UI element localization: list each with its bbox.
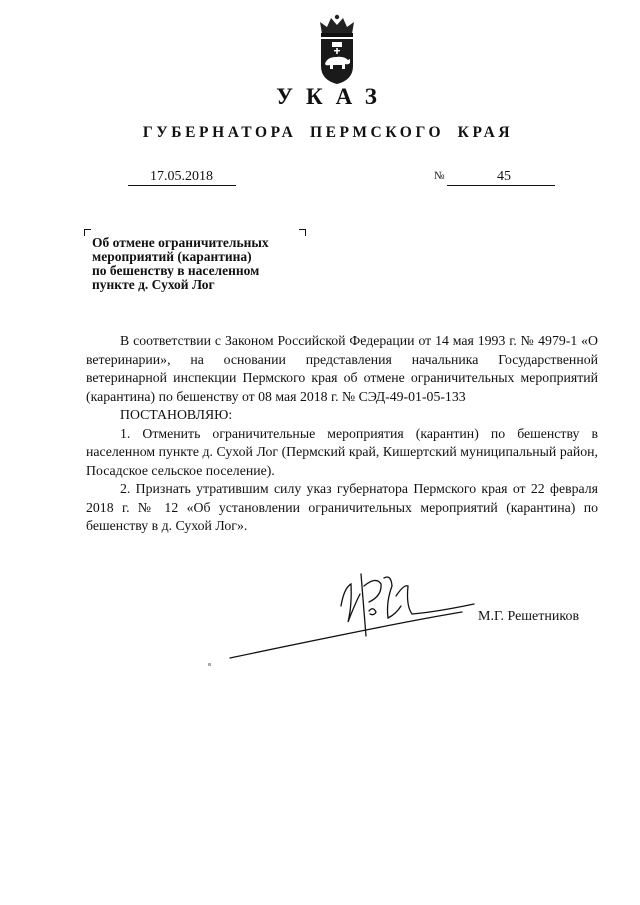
scan-mark	[208, 663, 211, 666]
document-type-title: УКАЗ	[276, 84, 390, 109]
subject-line: по бешенству в населенном	[92, 263, 260, 278]
number-prefix: №	[434, 170, 445, 182]
signer-name: М.Г. Решетников	[478, 609, 580, 624]
decree-word: ПОСТАНОВЛЯЮ:	[120, 407, 233, 422]
decree-date-field	[128, 168, 236, 186]
preamble-paragraph: В соответствии с Законом Российской Федерации от 14 мая 1993 г. № 4979-1 «О ветеринарии», на основании представления начальника Государственной ветеринарной инспекции Пермского края об отмене ограничительных мероприятий (карантина) по бешенству от 08 мая 2018 г. № СЭД-49-01-05-133	[86, 333, 598, 404]
subject-line: Об отмене ограничительных	[92, 235, 269, 250]
issuer-title: ГУБЕРНАТОРА ПЕРМСКОГО КРАЯ	[142, 124, 514, 141]
decree-date: 17.05.2018	[150, 169, 213, 184]
subject-line: мероприятий (карантина)	[92, 249, 252, 264]
subject-bracket-left	[84, 229, 91, 236]
decree-item-1: 1. Отменить ограничительные мероприятия (карантин) по бешенству в населенном пункте д. Сухой Лог (Пермский край, Кишертский муниципальный район, Посадское сельское поселение).	[86, 425, 598, 478]
subject-bracket-right	[299, 229, 306, 236]
subject-line: пункте д. Сухой Лог	[92, 277, 215, 292]
handwritten-signature-icon	[226, 566, 476, 664]
decree-body	[86, 332, 598, 536]
decree-number-field	[447, 168, 555, 186]
decree-item-2: 2. Признать утратившим силу указ губернатора Пермского края от 22 февраля 2018 г. № 12 «Об установлении ограничительных мероприятий (карантина) по бешенству в д. Сухой Лог».	[86, 481, 598, 533]
perm-krai-coat-of-arms-icon	[312, 12, 362, 86]
decree-subject	[92, 236, 306, 292]
decree-number: 45	[497, 169, 511, 184]
